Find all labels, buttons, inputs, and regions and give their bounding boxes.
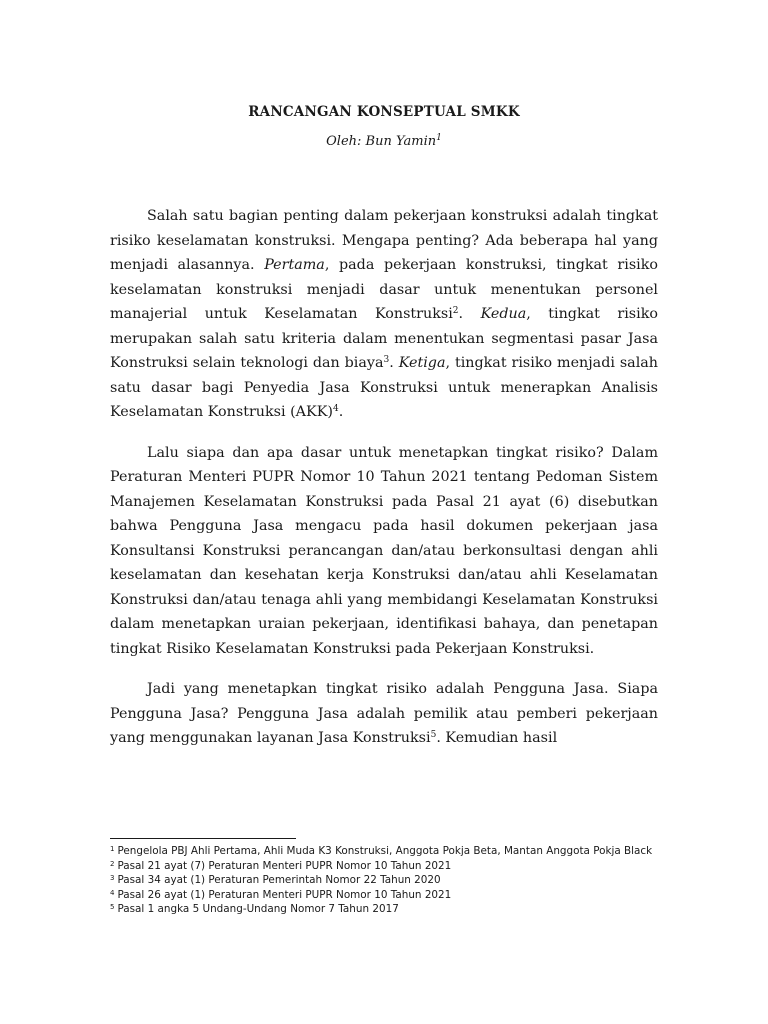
footnote-ref: 3 bbox=[383, 355, 390, 365]
text-run: . bbox=[338, 404, 344, 420]
footnote bbox=[110, 859, 690, 874]
footnote-number: 4 bbox=[110, 888, 115, 897]
footnote-ref: 2 bbox=[452, 306, 459, 316]
footnote-text: Pengelola PBJ Ahli Pertama, Ahli Muda K3 Konstruksi, Anggota Pokja Beta, Mantan Anggota Pokja Black bbox=[117, 845, 653, 857]
footnote-divider bbox=[110, 838, 296, 839]
text-run: . bbox=[458, 306, 481, 322]
footnote-ref: 5 bbox=[430, 730, 437, 740]
footnote bbox=[110, 888, 690, 903]
footnote-text: Pasal 34 ayat (1) Peraturan Pemerintah Nomor 22 Tahun 2020 bbox=[117, 874, 441, 887]
paragraph bbox=[110, 441, 658, 662]
paragraph bbox=[110, 204, 658, 425]
text-run: . bbox=[389, 355, 399, 371]
footnote-text: Pasal 26 ayat (1) Peraturan Menteri PUPR Nomor 10 Tahun 2021 bbox=[117, 888, 452, 901]
text-run: . Kemudian hasil bbox=[436, 730, 558, 746]
footnote-list bbox=[110, 844, 690, 917]
author-name: Oleh: Bun Yamin bbox=[326, 134, 437, 149]
text-run: Salah satu bagian penting dalam pekerjaan konstruksi adalah tingkat risiko keselamatan konstruksi. Mengapa penting? Ada beberapa hal yang menjadi alasannya. bbox=[110, 208, 658, 273]
footnote bbox=[110, 844, 690, 859]
footnote-number: 3 bbox=[110, 874, 115, 883]
footnote bbox=[110, 873, 690, 888]
text-run: Lalu siapa dan apa dasar untuk menetapkan tingkat risiko? Dalam Peraturan Menteri PUPR Nomor 10 Tahun 2021 tentang Pedoman Sistem Manajemen Keselamatan Konstruksi pada Pasal 21 ayat (6) disebutkan bahwa Pengguna Jasa mengacu pada hasil dokumen pekerjaan jasa Konsultansi Konstruksi perancangan dan/atau berkonsultasi dengan ahli keselamatan dan kesehatan kerja Konstruksi dan/atau ahli Keselamatan Konstruksi dan/atau tenaga ahli yang membidangi Keselamatan Konstruksi dalam menetapkan uraian pekerjaan, identifikasi bahaya, dan penetapan tingkat Risiko Keselamatan Konstruksi pada Pekerjaan Konstruksi. bbox=[110, 444, 658, 657]
italic-term: Ketiga bbox=[398, 355, 446, 371]
footnote-text: Pasal 21 ayat (7) Peraturan Menteri PUPR Nomor 10 Tahun 2021 bbox=[117, 859, 452, 872]
footnote-number: 2 bbox=[110, 859, 115, 868]
footnote-ref: 4 bbox=[332, 404, 339, 414]
footnote-number: 5 bbox=[110, 903, 115, 912]
footnote-ref: 1 bbox=[436, 133, 442, 143]
italic-term: Pertama bbox=[264, 257, 325, 273]
text-run: , tingkat risiko merupakan salah satu kriteria dalam menentukan segmentasi pasar Jasa Konstruksi selain teknologi dan biaya bbox=[110, 306, 658, 371]
italic-term: Kedua bbox=[480, 306, 527, 322]
body-text bbox=[110, 204, 658, 767]
author-line bbox=[0, 134, 768, 149]
text-run: , pada pekerjaan konstruksi, tingkat risiko keselamatan konstruksi menjadi dasar untuk menentukan personel manajerial untuk Keselamatan Konstruksi bbox=[110, 257, 659, 322]
text-run: Jadi yang menetapkan tingkat risiko adalah Pengguna Jasa. Siapa Pengguna Jasa? Pengguna Jasa adalah pemilik atau pemberi pekerjaan yang menggunakan layanan Jasa Konstruksi bbox=[110, 681, 658, 746]
footnote bbox=[110, 902, 690, 917]
document-title: RANCANGAN KONSEPTUAL SMKK bbox=[248, 104, 520, 120]
footnote-number: 1 bbox=[110, 845, 115, 853]
paragraph bbox=[110, 677, 658, 751]
footnote-text: Pasal 1 angka 5 Undang-Undang Nomor 7 Tahun 2017 bbox=[117, 903, 399, 916]
text-run: , tingkat risiko menjadi salah satu dasar bagi Penyedia Jasa Konstruksi untuk menerapkan Analisis Keselamatan Konstruksi (AKK) bbox=[110, 355, 659, 420]
